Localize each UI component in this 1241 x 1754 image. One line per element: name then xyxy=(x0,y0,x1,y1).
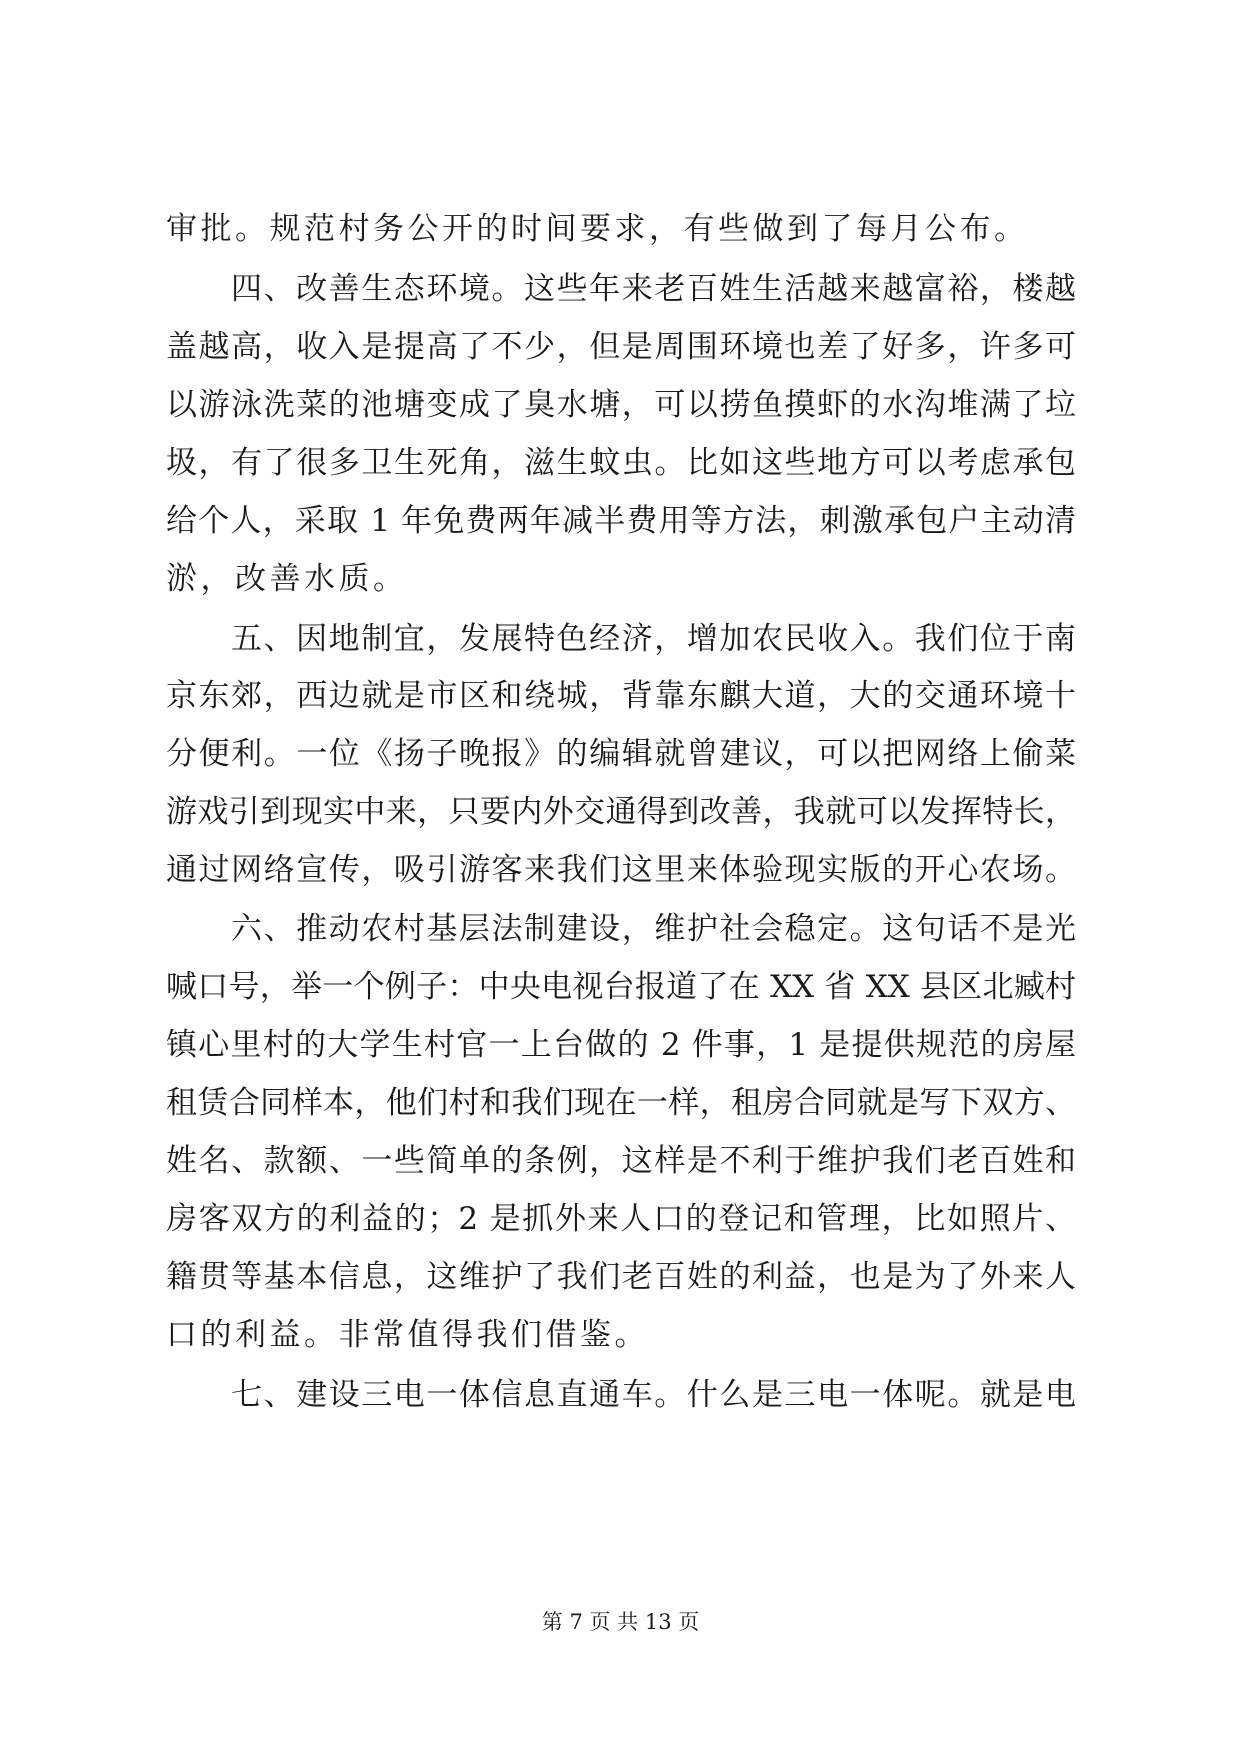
text-line: 分便利。一位《扬子晚报》的编辑就曾建议，可以把网络上偷菜 xyxy=(166,736,1076,772)
page-number: 第 7 页 共 13 页 xyxy=(541,1610,700,1634)
text-line: 六、推动农村基层法制建设，维护社会稳定。这句话不是光 xyxy=(231,911,1076,947)
text-line: 以游泳洗菜的池塘变成了臭水塘，可以捞鱼摸虾的水沟堆满了垃 xyxy=(166,387,1076,423)
text-line: 七、建设三电一体信息直通车。什么是三电一体呢。就是电 xyxy=(231,1377,1076,1413)
text-line: 镇心里村的大学生村官一上台做的 2 件事，1 是提供规范的房屋 xyxy=(166,1027,1076,1063)
text-line: 游戏引到现实中来，只要内外交通得到改善，我就可以发挥特长， xyxy=(166,794,1076,830)
text-line: 籍贯等基本信息，这维护了我们老百姓的利益，也是为了外来人 xyxy=(166,1259,1076,1295)
text-line: 通过网络宣传，吸引游客来我们这里来体验现实版的开心农场。 xyxy=(166,852,1076,888)
text-line: 房客双方的利益的；2 是抓外来人口的登记和管理，比如照片、 xyxy=(166,1201,1076,1237)
text-line: 给个人，采取 1 年免费两年减半费用等方法，刺激承包户主动清 xyxy=(166,503,1076,539)
text-line: 四、改善生态环境。这些年来老百姓生活越来越富裕，楼越 xyxy=(231,271,1076,307)
text-line: 圾，有了很多卫生死角，滋生蚊虫。比如这些地方可以考虑承包 xyxy=(166,445,1076,481)
text-line: 姓名、款额、一些简单的条例，这样是不利于维护我们老百姓和 xyxy=(166,1143,1076,1179)
text-line: 五、因地制宜，发展特色经济，增加农民收入。我们位于南 xyxy=(231,621,1076,657)
text-line: 京东郊，西边就是市区和绕城，背靠东麒大道，大的交通环境十 xyxy=(166,678,1076,714)
text-line: 审批。规范村务公开的时间要求，有些做到了每月公布。 xyxy=(166,211,1029,247)
text-line: 盖越高，收入是提高了不少，但是周围环境也差了好多，许多可 xyxy=(166,329,1076,365)
text-line: 口的利益。非常值得我们借鉴。 xyxy=(166,1317,649,1353)
text-line: 淤，改善水质。 xyxy=(166,561,408,597)
text-line: 喊口号，举一个例子：中央电视台报道了在 XX 省 XX 县区北臧村 xyxy=(166,969,1076,1005)
text-line: 租赁合同样本，他们村和我们现在一样，租房合同就是写下双方、 xyxy=(166,1085,1076,1121)
